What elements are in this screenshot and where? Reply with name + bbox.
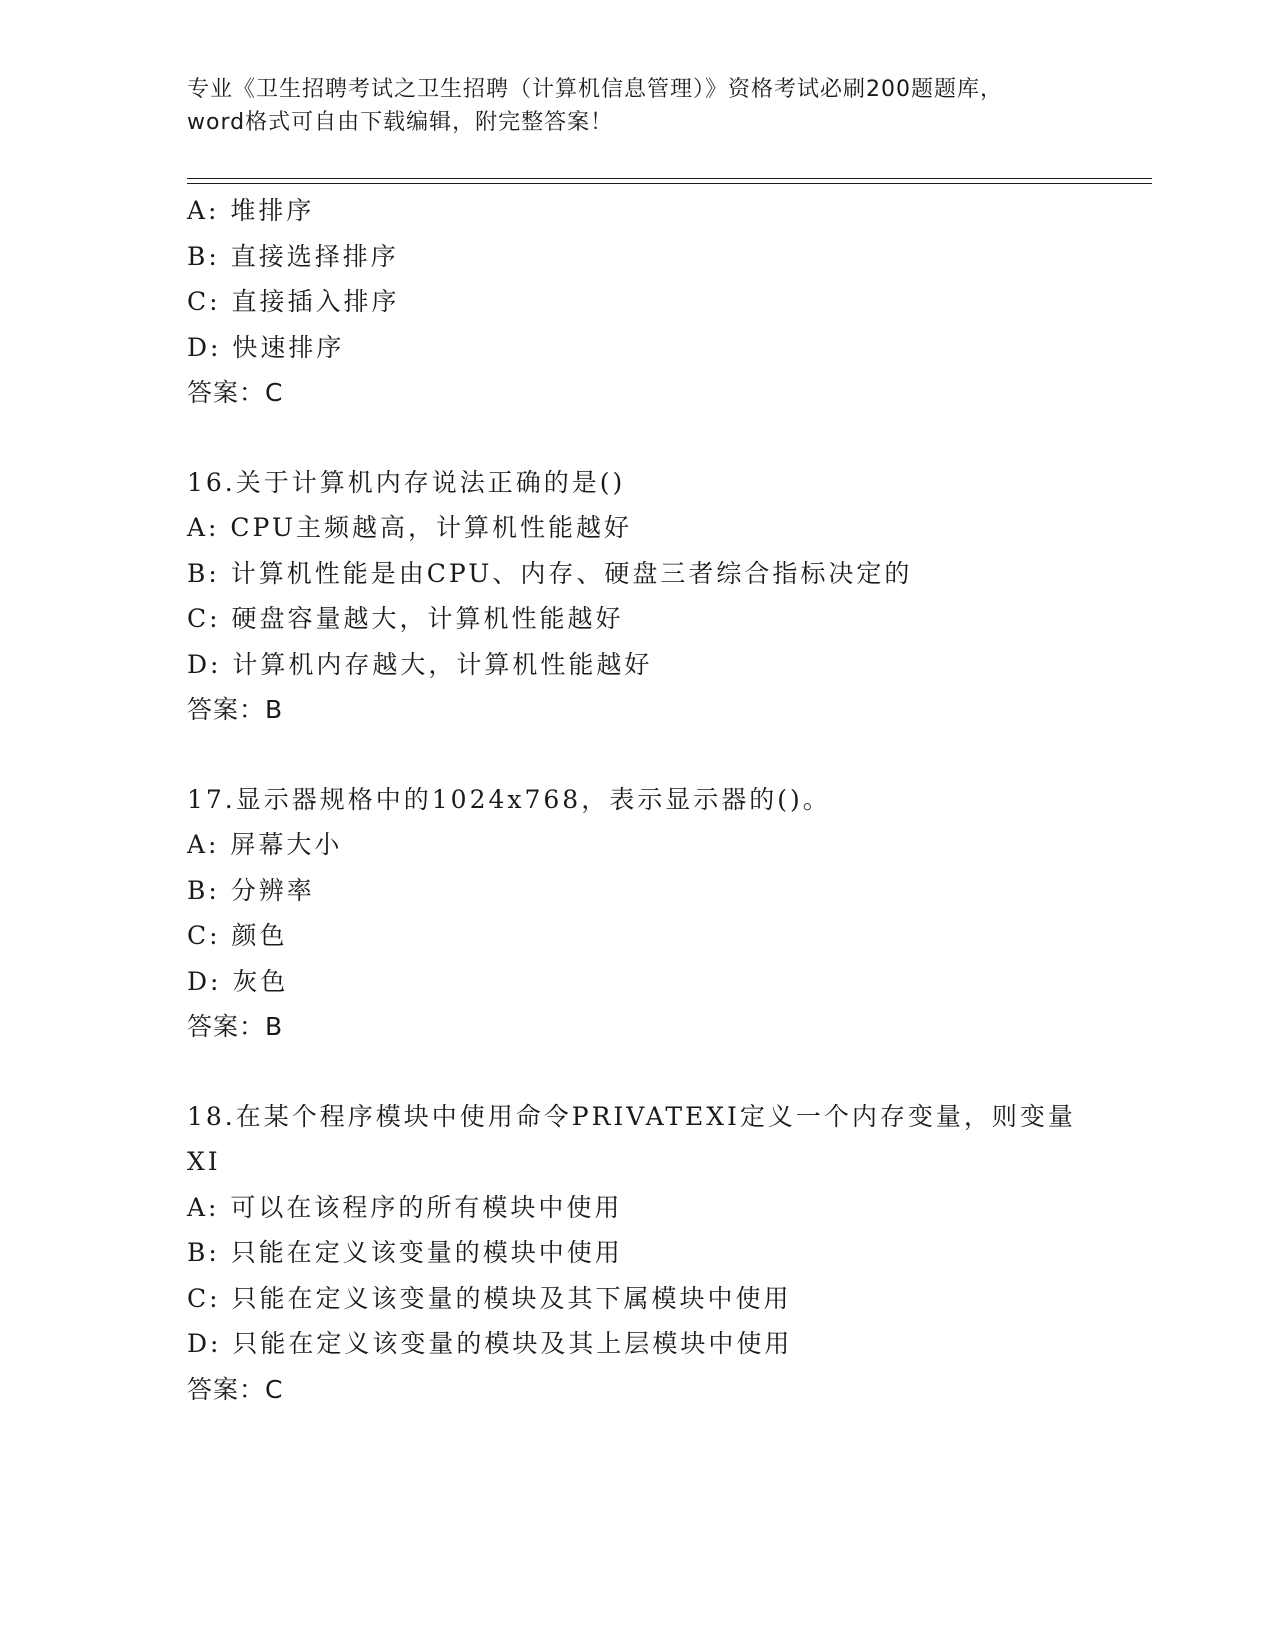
- question-list: [187, 188, 1117, 1412]
- answer-label: 答案：C: [187, 378, 284, 407]
- option-c: C: 只能在定义该变量的模块及其下属模块中使用: [187, 1283, 792, 1313]
- option-c: C: 直接插入排序: [187, 287, 400, 316]
- question-text: 17.显示器规格中的1024x768，表示显示器的()。: [187, 784, 831, 814]
- document-header: [187, 73, 1087, 139]
- option-b: B: 计算机性能是由CPU、内存、硬盘三者综合指标决定的: [187, 558, 913, 588]
- option-a: A: 屏幕大小: [187, 830, 343, 859]
- answer-label: 答案：C: [187, 1374, 284, 1404]
- option-c: C: 硬盘容量越大，计算机性能越好: [187, 604, 624, 633]
- option-d: D: 计算机内存越大，计算机性能越好: [187, 649, 653, 679]
- spacer: [187, 416, 1117, 460]
- question-block-15: [187, 188, 1117, 416]
- question-block-17: [187, 777, 1117, 1050]
- header-line-2: word格式可自由下载编辑，附完整答案！: [187, 110, 614, 135]
- option-c: C: 颜色: [187, 921, 288, 950]
- header-divider-top: [187, 178, 1152, 179]
- spacer: [187, 1050, 1117, 1094]
- option-b: B: 只能在定义该变量的模块中使用: [187, 1238, 623, 1267]
- option-d: D: 快速排序: [187, 332, 345, 362]
- question-block-16: [187, 460, 1117, 733]
- answer-label: 答案：B: [187, 1012, 284, 1041]
- answer-label: 答案：B: [187, 695, 284, 724]
- question-block-18: [187, 1094, 1117, 1413]
- option-d: D: 只能在定义该变量的模块及其上层模块中使用: [187, 1329, 793, 1358]
- option-b: B: 分辨率: [187, 875, 315, 905]
- spacer: [187, 733, 1117, 777]
- question-text-line-1: 18.在某个程序模块中使用命令PRIVATEXI定义一个内存变量，则变量: [187, 1101, 1076, 1131]
- option-a: A: CPU主频越高，计算机性能越好: [187, 513, 633, 542]
- header-divider-bottom: [187, 183, 1152, 184]
- option-b: B: 直接选择排序: [187, 241, 399, 271]
- option-a: A: 堆排序: [187, 196, 315, 225]
- header-line-1: 专业《卫生招聘考试之卫生招聘（计算机信息管理）》资格考试必刷200题题库，: [187, 77, 1003, 102]
- question-text-line-2: XI: [187, 1147, 221, 1176]
- option-a: A: 可以在该程序的所有模块中使用: [187, 1192, 623, 1222]
- question-text: 16.关于计算机内存说法正确的是(): [187, 467, 626, 497]
- option-d: D: 灰色: [187, 966, 289, 996]
